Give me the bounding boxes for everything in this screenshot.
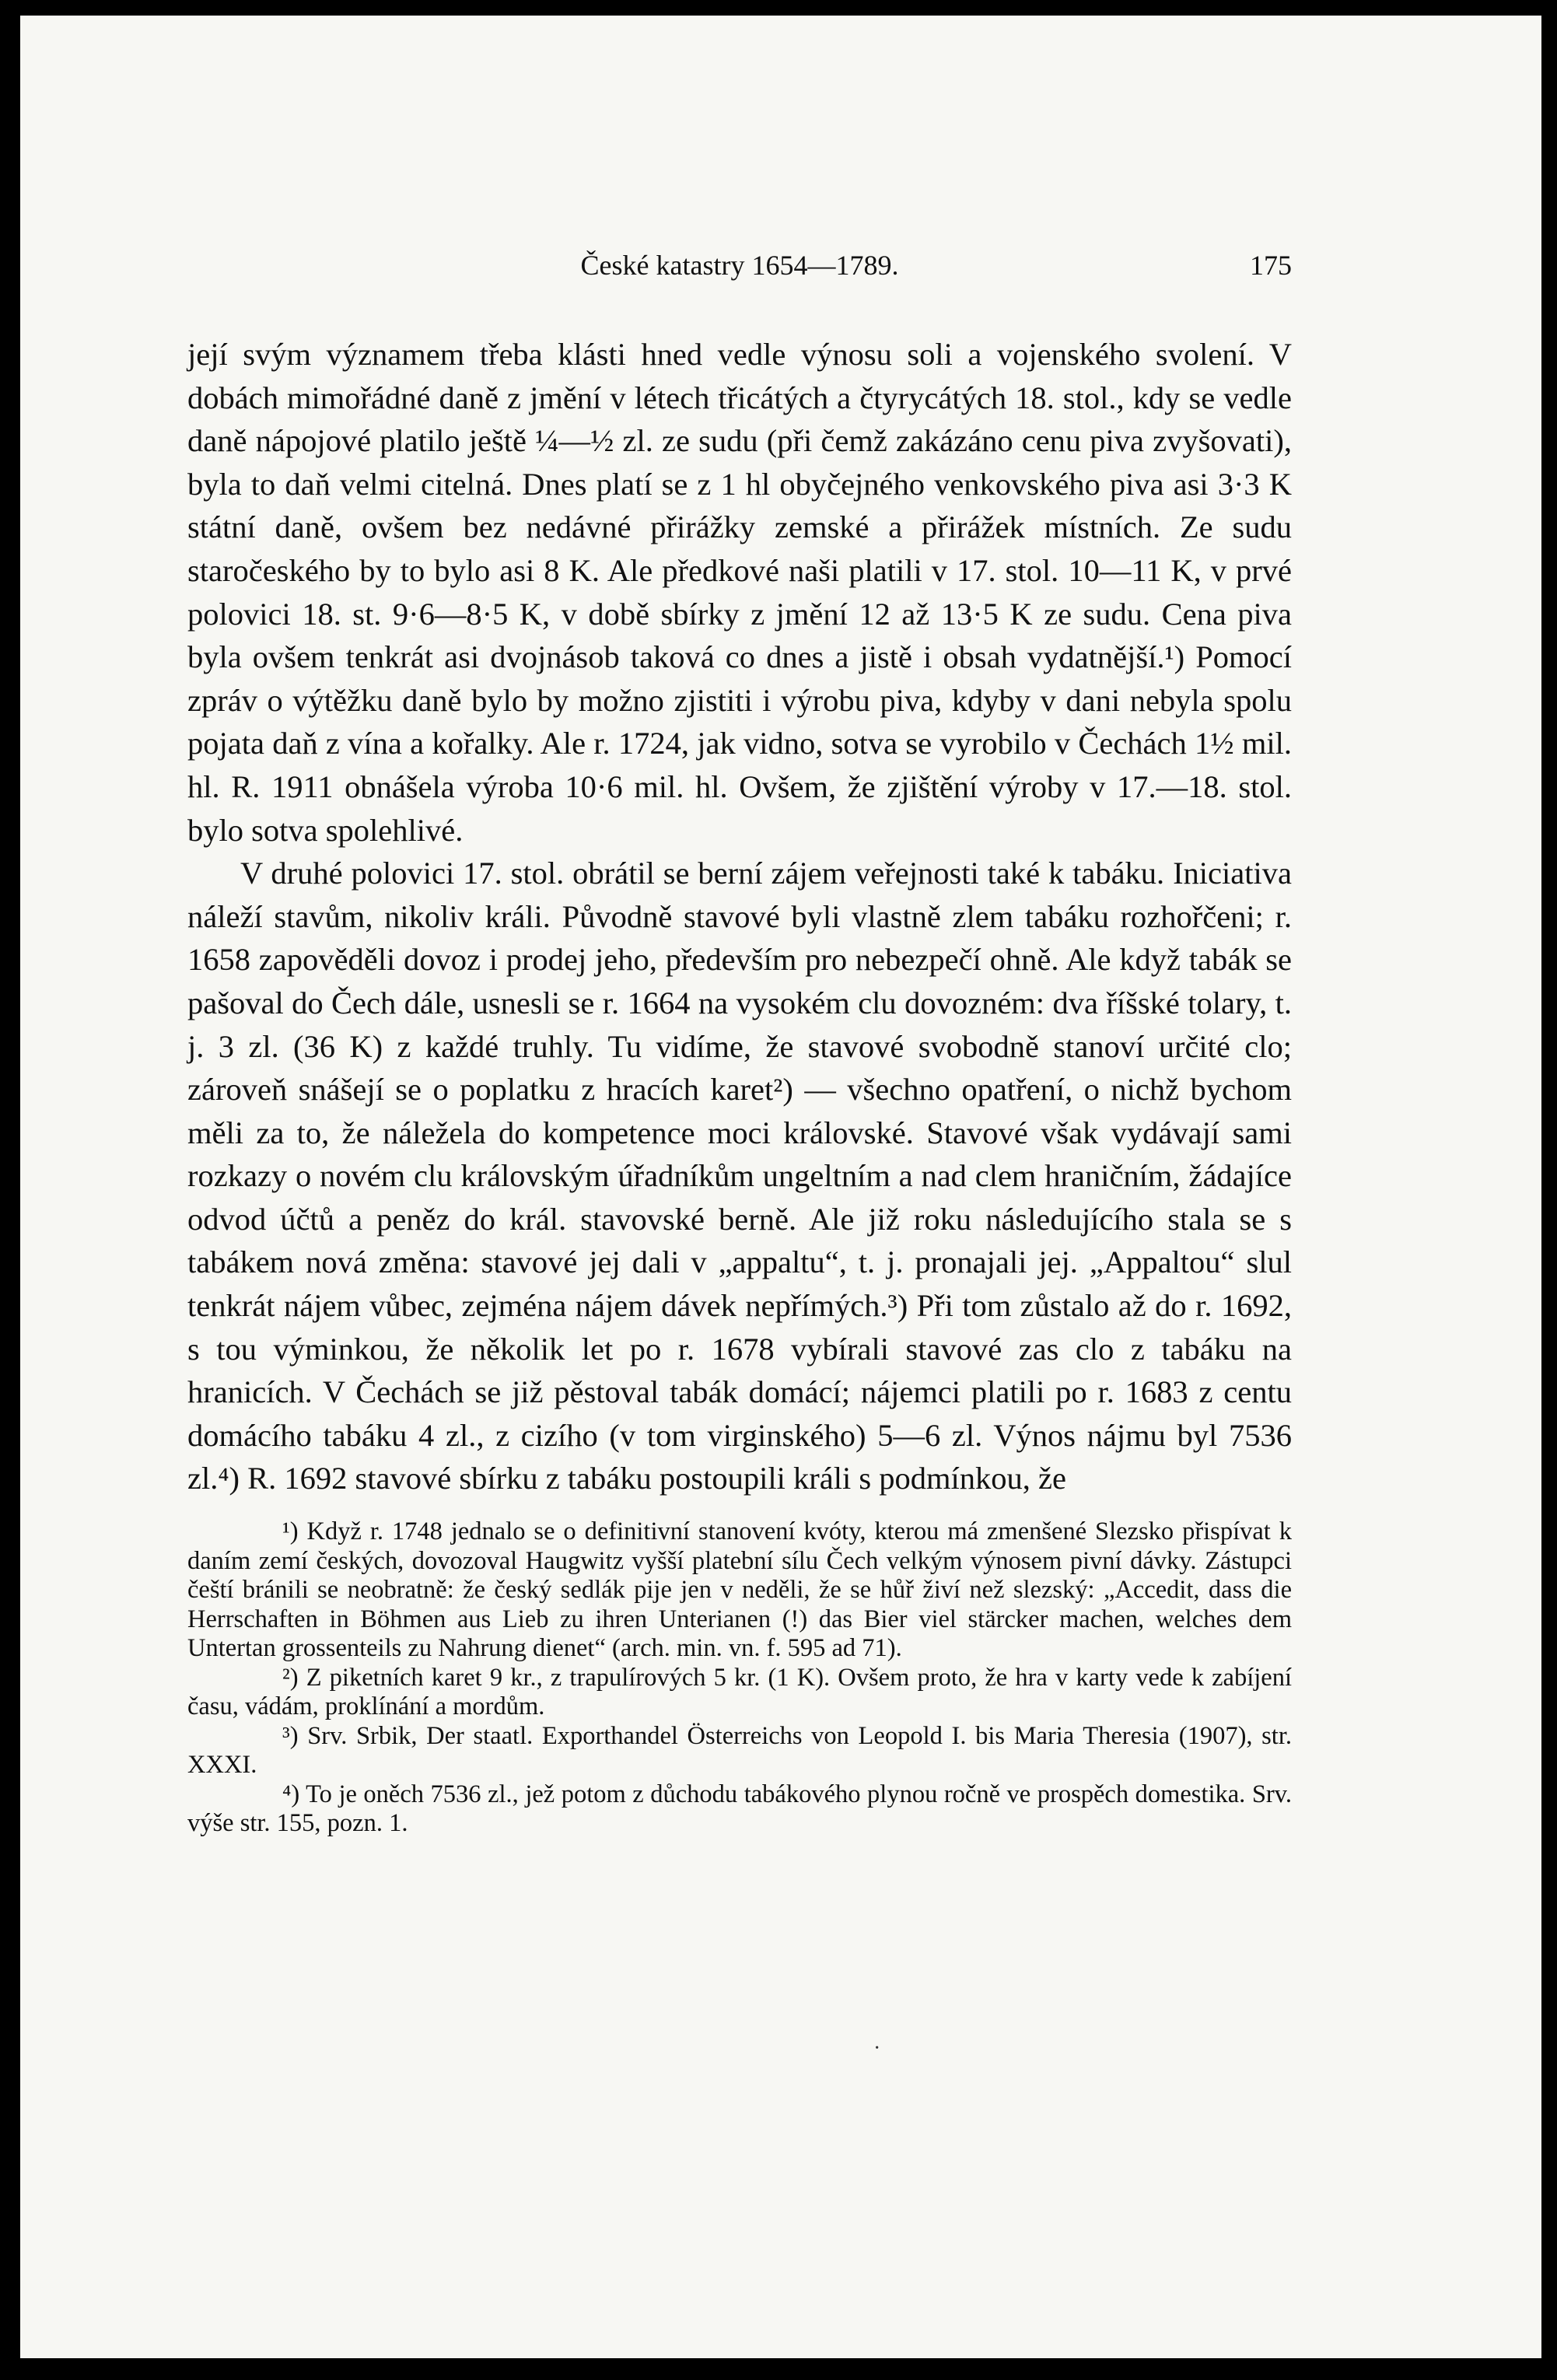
page-content (187, 249, 1292, 1839)
paragraph-tobacco: V druhé polovici 17. stol. obrátil se berní zájem veřejnosti také k tabáku. Iniciativa náleží stavům, nikoliv králi. Původně stavové byli vlastně zlem tabáku rozhořčeni; r. 1658 zapověděli dovoz i prodej jeho, především pro nebezpečí ohně. Ale když tabák se pašoval do Čech dále, usnesli se r. 1664 na vysokém clu dovozném: dva říšské tolary, t. j. 3 zl. (36 K) z každé truhly. Tu vidíme, že stavové svobodně stanoví určité clo; zároveň snášejí se o poplatku z hracích karet²) — všechno opatření, o nichž bychom měli za to, že náležela do kompetence moci královské. Stavové však vydávají sami rozkazy o novém clu královským úřadníkům ungeltním a nad clem hraničním, žádajíce odvod účtů a peněz do král. stavovské berně. Ale již roku následujícího stala se s tabákem nová změna: stavové jej dali v „appaltu“, t. j. pronajali jej. „Appaltou“ slul tenkrát nájem vůbec, zejména nájem dávek nepřímých.³) Při tom zůstalo až do r. 1692, s tou výminkou, že několik let po r. 1678 vybírali stavové zas clo z tabáku na hranicích. V Čechách se již pěstoval tabák domácí; nájemci platili po r. 1683 z centu domácího tabáku 4 zl., z cizího (v tom virginského) 5—6 zl. Výnos nájmu byl 7536 zl.⁴) R. 1692 stavové sbírku z tabáku postoupili králi s podmínkou, že (187, 856, 1292, 1496)
footnote-2: ²) Z piketních karet 9 kr., z trapulírových 5 kr. (1 K). Ovšem proto, že hra v karty vede k zabíjení času, vádám, proklínání a mordům. (187, 1663, 1292, 1721)
book-page (20, 16, 1541, 2358)
bottom-mark: · (873, 2036, 881, 2060)
paragraph-beer-tax: její svým významem třeba klásti hned vedle výnosu soli a vojenského svolení. V dobách mimořádné daně z jmění v létech třicátých a čtyrycátých 18. stol., kdy se vedle daně nápojové platilo ještě ¼—½ zl. ze sudu (při čemž zakázáno cenu piva zvyšovati), byla to daň velmi citelná. Dnes platí se z 1 hl obyčejného venkovského piva asi 3·3 K státní daně, ovšem bez nedávné přirážky zemské a přirážek místních. Ze sudu staročeského by to bylo asi 8 K. Ale předkové naši platili v 17. stol. 10—11 K, v prvé polovici 18. st. 9·6—8·5 K, v době sbírky z jmění 12 až 13·5 K ze sudu. Cena piva byla ovšem tenkrát asi dvojnásob taková co dnes a jistě i obsah vydatnější.¹) Pomocí zpráv o výtěžku daně bylo by možno zjistiti i výrobu piva, kdyby v dani nebyla spolu pojata daň z vína a kořalky. Ale r. 1724, jak vidno, sotva se vyrobilo v Čechách 1½ mil. hl. R. 1911 obnášela výroba 10·6 mil. hl. Ovšem, že zjištění výroby v 17.—18. stol. bylo sotva spolehlivé. (187, 337, 1292, 848)
footnote-3: ³) Srv. Srbik, Der staatl. Exporthandel Österreichs von Leopold I. bis Maria Theresia (1907), str. XXXI. (187, 1721, 1292, 1780)
page-number: 175 (1250, 250, 1292, 281)
body-text (187, 333, 1292, 1500)
page-header (187, 249, 1292, 296)
running-title: České katastry 1654—1789. (580, 250, 899, 281)
footnote-1: ¹) Když r. 1748 jednalo se o definitivní stanovení kvóty, kterou má zmenšené Slezsko přispívat k daním zemí českých, dovozoval Haugwitz vyšší platební sílu Čech velkým výnosem pivní dávky. Zástupci čeští bránili se neobratně: že český sedlák pije jen v neděli, že se hůř živí než slezský: „Accedit, dass die Herrschaften in Böhmen aus Lieb zu ihren Unterianen (!) das Bier viel stärcker machen, welches dem Untertan grossenteils zu Nahrung dienet“ (arch. min. vn. f. 595 ad 71). (187, 1517, 1292, 1663)
footnote-4: ⁴) To je oněch 7536 zl., jež potom z důchodu tabákového plynou ročně ve prospěch domestika. Srv. výše str. 155, pozn. 1. (187, 1780, 1292, 1838)
footnotes (187, 1517, 1292, 1839)
